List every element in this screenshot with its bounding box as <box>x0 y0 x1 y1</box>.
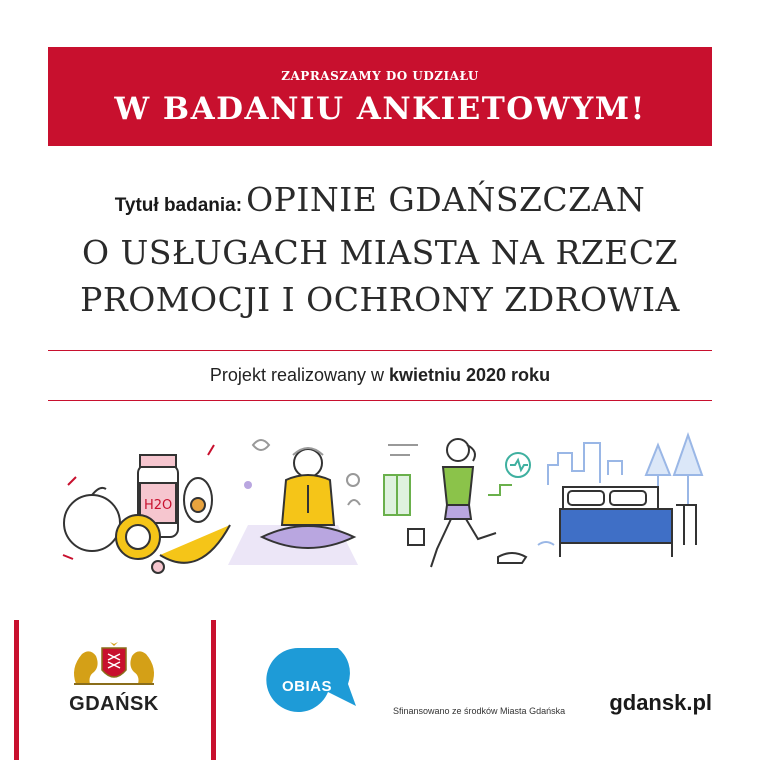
website-text: gdansk.pl <box>609 690 712 715</box>
survey-title <box>48 176 712 323</box>
project-date-text: Projekt realizowany w kwietniu 2020 roku <box>209 365 551 385</box>
survey-title-label: Tytuł badania: <box>114 195 243 216</box>
gdansk-coat-of-arms-icon <box>68 640 160 688</box>
meditation-illustration <box>228 440 360 565</box>
footer-middle-accent-bar <box>211 620 216 760</box>
obias-logo-text: OBIAS <box>281 678 332 695</box>
survey-title-line-3: PROMOCJI I OCHRONY ZDROWIA <box>80 280 680 319</box>
gdansk-city-name: GDAŃSK <box>69 693 159 715</box>
footer-left-accent-bar <box>14 620 19 760</box>
funding-note: Sfinansowano ze środków Miasta Gdańska <box>393 706 566 716</box>
bed-sleep-illustration <box>538 435 702 557</box>
survey-title-line-2: O USŁUGACH MIASTA NA RZECZ <box>81 233 678 272</box>
survey-title-line-1: Tytuł badania: OPINIE GDAŃSZCZAN <box>114 180 646 219</box>
svg-text:H2O: H2O <box>144 498 173 513</box>
divider-bottom <box>48 400 712 401</box>
divider-top <box>48 350 712 351</box>
fruits-health-illustration <box>63 445 230 573</box>
invite-banner <box>48 47 712 146</box>
running-woman-illustration <box>384 439 530 567</box>
banner-headline: W BADANIU ANKIETOWYM! <box>114 91 646 127</box>
health-illustrations <box>48 425 712 585</box>
banner-invite-text: ZAPRASZAMY DO UDZIAŁU <box>281 69 479 83</box>
